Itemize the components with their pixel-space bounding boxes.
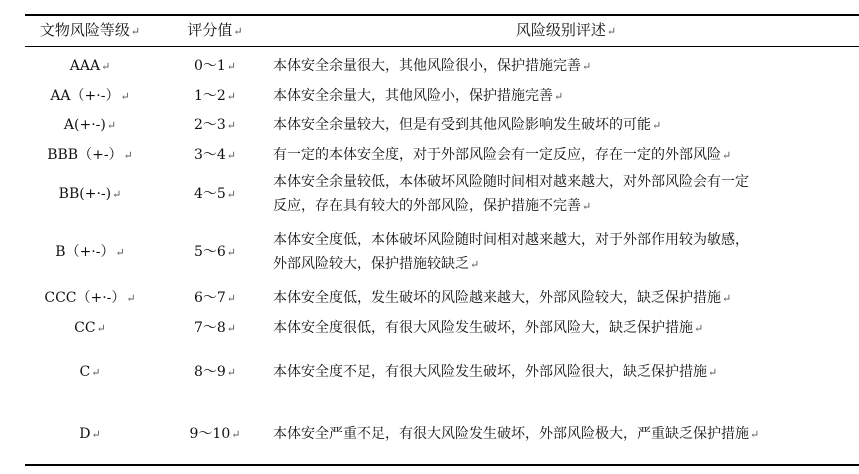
description-line: 本体安全严重不足，有很大风险发生破坏，外部风险极大，严重缺乏保护措施↵: [273, 426, 760, 442]
table-cell-score: 3～4↵: [193, 147, 237, 163]
paragraph-mark-icon: ↵: [91, 428, 101, 441]
table-cell-level: A(+·-)↵: [63, 117, 117, 133]
paragraph-mark-icon: ↵: [226, 246, 237, 259]
table-cell-level: AAA↵: [69, 58, 111, 74]
description-line: 本体安全余量较大，但是有受到其他风险影响发生破坏的可能↵: [273, 117, 662, 133]
description-line: 本体安全度不足，有很大风险发生破坏，外部风险很大，缺乏保护措施↵: [273, 364, 718, 380]
paragraph-mark-icon: ↵: [123, 149, 133, 162]
description-line: 本体安全度低，本体破坏风险随时间相对越来越大，对于外部作用较为敏感，: [273, 232, 749, 248]
table-top-rule: [25, 14, 859, 16]
table-header-rule: [25, 46, 859, 47]
table-cell-score: 0～1↵: [193, 58, 237, 74]
table-bottom-rule: [25, 464, 859, 466]
table-cell-score: 6～7↵: [193, 290, 237, 306]
paragraph-mark-icon: ↵: [470, 258, 480, 271]
description-line: 本体安全度很低，有很大风险发生破坏，外部风险大，缺乏保护措施↵: [273, 320, 704, 336]
paragraph-mark-icon: ↵: [554, 90, 564, 103]
description-line: 本体安全余量很大，其他风险很小，保护措施完善↵: [273, 58, 592, 74]
table-cell-description: [273, 58, 591, 74]
description-line: 本体安全余量大，其他风险小，保护措施完善↵: [273, 88, 564, 104]
description-line: 本体安全度低，发生破坏的风险越来越大，外部风险较大，缺乏保护措施↵: [273, 290, 732, 306]
table-cell-description: [273, 174, 749, 214]
paragraph-mark-icon: ↵: [582, 60, 592, 73]
paragraph-mark-icon: ↵: [722, 292, 732, 305]
table-cell-description: [273, 320, 703, 336]
paragraph-mark-icon: ↵: [750, 428, 760, 441]
paragraph-mark-icon: ↵: [231, 428, 241, 441]
table-cell-description: [273, 117, 661, 133]
paragraph-mark-icon: ↵: [226, 60, 237, 73]
table-cell-score: 5～6↵: [193, 244, 237, 260]
table-cell-level: CCC（+·-）↵: [44, 290, 136, 306]
paragraph-mark-icon: ↵: [708, 366, 718, 379]
paragraph-mark-icon: ↵: [96, 322, 106, 335]
table-cell-level: CC↵: [74, 320, 106, 336]
paragraph-mark-icon: ↵: [226, 90, 237, 103]
paragraph-mark-icon: ↵: [226, 188, 237, 201]
table-cell-description: [273, 147, 731, 163]
paragraph-mark-icon: ↵: [226, 119, 237, 132]
header-score: 评分值↵: [187, 21, 243, 39]
paragraph-mark-icon: ↵: [582, 200, 592, 213]
header-description: 风险级别评述↵: [515, 21, 617, 39]
paragraph-mark-icon: ↵: [120, 90, 130, 103]
paragraph-mark-icon: ↵: [226, 322, 237, 335]
table-cell-score: 4～5↵: [193, 186, 237, 202]
table-cell-level: D↵: [79, 426, 101, 442]
description-line: 有一定的本体安全度，对于外部风险会有一定反应，存在一定的外部风险↵: [273, 147, 732, 163]
paragraph-mark-icon: ↵: [115, 246, 125, 259]
description-line: 反应，存在具有较大的外部风险，保护措施不完善↵: [273, 198, 592, 214]
paragraph-mark-icon: ↵: [226, 292, 237, 305]
table-cell-score: 1～2↵: [193, 88, 237, 104]
paragraph-mark-icon: ↵: [126, 292, 136, 305]
paragraph-mark-icon: ↵: [226, 366, 237, 379]
paragraph-mark-icon: ↵: [91, 366, 101, 379]
description-line: 本体安全余量较低，本体破坏风险随时间相对越来越大，对外部风险会有一定: [273, 174, 749, 190]
table-cell-description: [273, 88, 563, 104]
table-cell-level: AA（+·-）↵: [50, 88, 130, 104]
table-cell-description: [273, 232, 749, 272]
paragraph-mark-icon: ↵: [226, 149, 237, 162]
table-cell-level: C↵: [79, 364, 101, 380]
table-cell-level: BB(+·-)↵: [58, 186, 122, 202]
paragraph-mark-icon: ↵: [694, 322, 704, 335]
paragraph-mark-icon: ↵: [130, 25, 141, 38]
paragraph-mark-icon: ↵: [101, 60, 111, 73]
paragraph-mark-icon: ↵: [112, 188, 122, 201]
paragraph-mark-icon: ↵: [233, 25, 243, 38]
table-cell-score: 7～8↵: [193, 320, 237, 336]
table-cell-score: 9～10↵: [189, 426, 241, 442]
paragraph-mark-icon: ↵: [106, 119, 117, 132]
table-cell-description: [273, 426, 759, 442]
description-line: 外部风险较大，保护措施较缺乏↵: [273, 256, 480, 272]
table-cell-description: [273, 364, 717, 380]
paragraph-mark-icon: ↵: [652, 119, 662, 132]
table-cell-description: [273, 290, 731, 306]
paragraph-mark-icon: ↵: [606, 25, 617, 38]
table-cell-level: BBB（+-）↵: [47, 147, 133, 163]
paragraph-mark-icon: ↵: [722, 149, 732, 162]
table-cell-score: 8～9↵: [193, 364, 237, 380]
table-cell-score: 2～3↵: [193, 117, 237, 133]
header-risk-level: 文物风险等级↵: [39, 21, 141, 39]
table-cell-level: B（+·-）↵: [55, 244, 125, 260]
